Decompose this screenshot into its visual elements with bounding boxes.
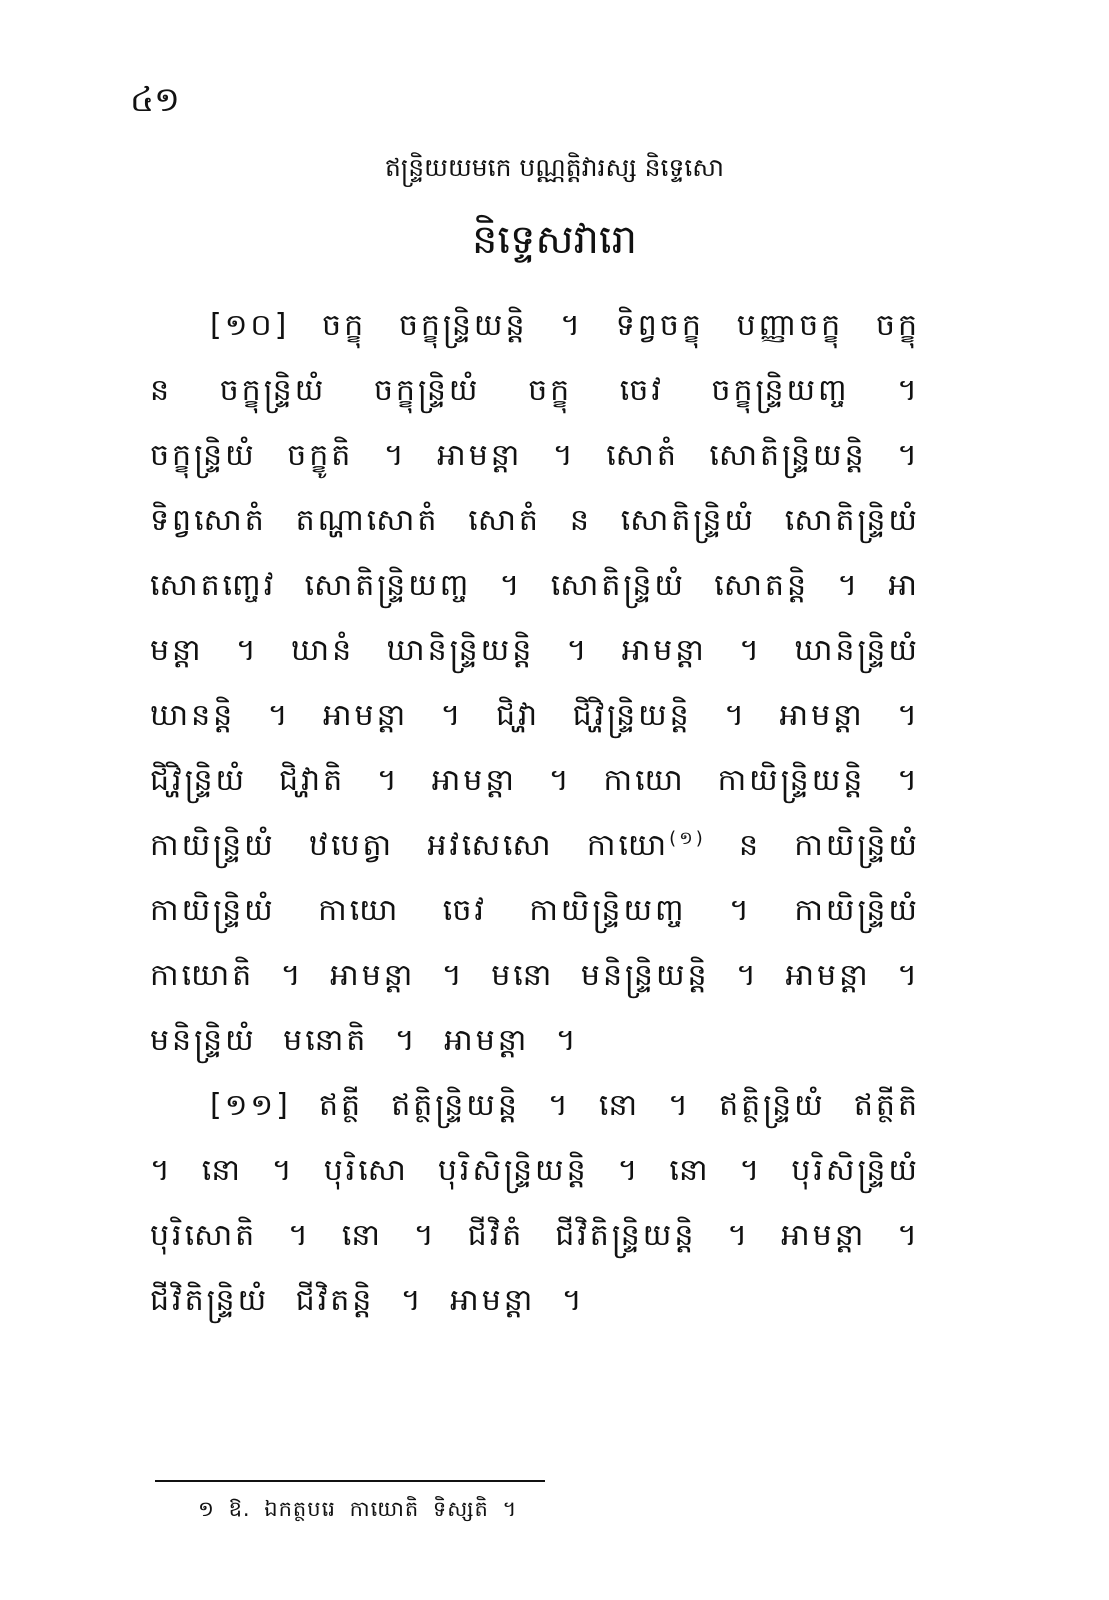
paragraph-10 bbox=[150, 293, 920, 1073]
footnote-divider bbox=[155, 1480, 545, 1482]
page-number: ៤១ bbox=[130, 80, 180, 120]
footnote: ១ ឱ. ឯកត្ថបរេ កាយោតិ ទិស្សតិ ។ bbox=[198, 1497, 518, 1521]
running-header: ឥន្ទ្រិយយមកេ បណ្ណត្តិវារស្ស និទ្ទេសោ bbox=[384, 153, 724, 182]
paragraph-text: [១១] ឥត្ថី ឥត្ថិន្ទ្រិយន្តិ ។ នោ ។ ឥត្ថិន្ទ្រិយំ ឥត្ថីតិ ។ នោ ។ បុរិសោ បុរិសិន្ទ្រិយន្តិ ។ នោ ។ បុរិសិន្ទ្រិយំ បុរិសោតិ ។ នោ ។ ជីវិតំ ជីវិតិន្ទ្រិយន្តិ ។ អាមន្តា ។ ជីវិតិន្ទ្រិយំ ជីវិតន្តិ ។ អាមន្តា ។ bbox=[150, 1088, 920, 1318]
paragraph-text: [១០] ចក្ខុ ចក្ខុន្ទ្រិយន្តិ ។ ទិព្វចក្ខុ បញ្ញាចក្ខុ ចក្ខុ ន ចក្ខុន្ទ្រិយំ ចក្ខុន្ទ្រិយំ ចក្ខុ ចេវ ចក្ខុន្ទ្រិយញ្ច ។ ចក្ខុន្ទ្រិយំ ចក្ខូតិ ។ អាមន្តា ។ សោតំ សោតិន្ទ្រិយន្តិ ។ ទិព្វសោតំ តណ្ហាសោតំ សោតំ ន សោតិន្ទ្រិយំ សោតិន្ទ្រិយំ សោតញ្ចេវ សោតិន្ទ្រិយញ្ច ។ សោតិន្ទ្រិយំ សោតន្តិ ។ អាមន្តា ។ ឃានំ ឃានិន្ទ្រិយន្តិ ។ អាមន្តា ។ ឃានិន្ទ្រិយំ ឃានន្តិ ។ អាមន្តា ។ ជិវ្ហា ជិវ្ហិន្ទ្រិយន្តិ ។ អាមន្តា ។ ជិវ្ហិន្ទ្រិយំ ជិវ្ហាតិ ។ អាមន្តា ។ កាយោ កាយិន្ទ្រិយន្តិ ។ កាយិន្ទ្រិយំ ឋបេត្វា អវសេសោ កាយោ bbox=[150, 308, 920, 863]
paragraph-text-continued: ន កាយិន្ទ្រិយំ កាយិន្ទ្រិយំ កាយោ ចេវ កាយិន្ទ្រិយញ្ច ។ កាយិន្ទ្រិយំ កាយោតិ ។ អាមន្តា ។ មនោ មនិន្ទ្រិយន្តិ ។ អាមន្តា ។ មនិន្ទ្រិយំ មនោតិ ។ អាមន្តា ។ bbox=[150, 828, 920, 1058]
paragraph-11 bbox=[150, 1073, 920, 1333]
section-title: និទ្ទេសវារោ bbox=[471, 217, 638, 263]
body-text bbox=[150, 293, 920, 1333]
footnote-reference: (១) bbox=[669, 828, 706, 849]
